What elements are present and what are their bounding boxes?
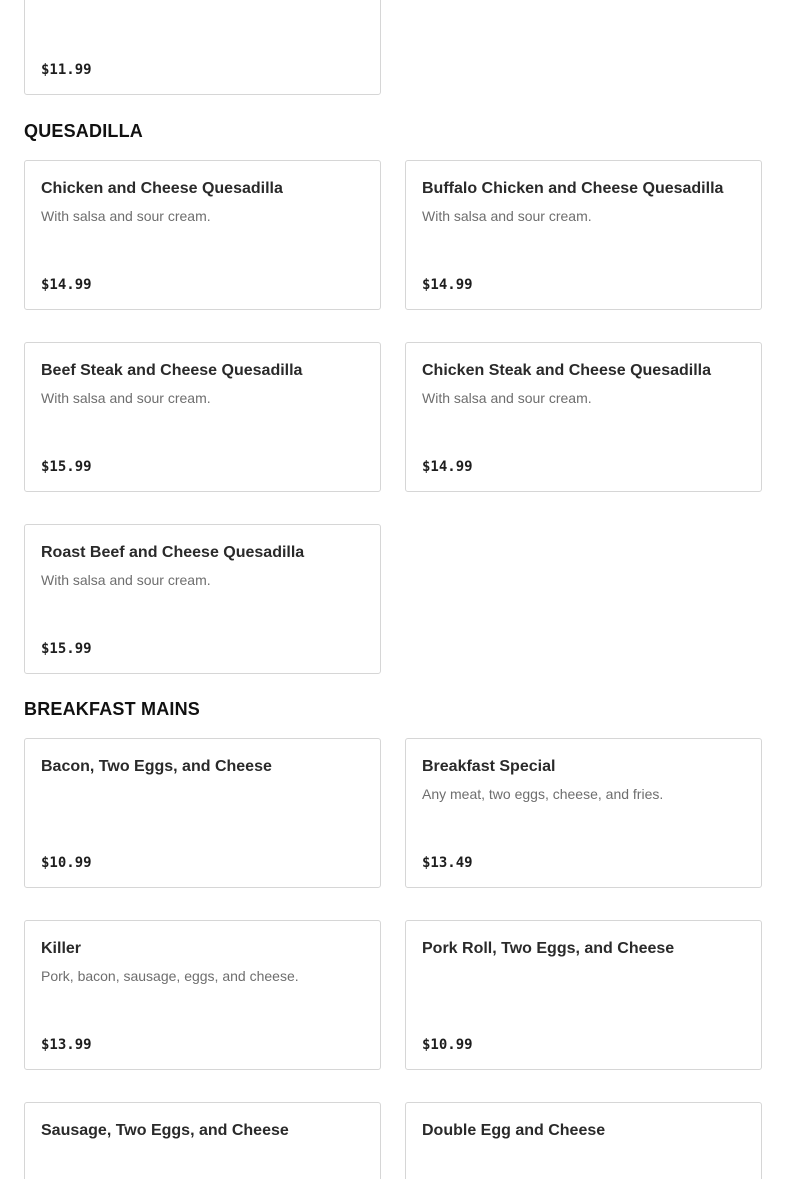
- menu-item-card[interactable]: [24, 160, 381, 310]
- item-name: Chicken Steak and Cheese Quesadilla: [422, 362, 712, 379]
- item-name: Beef Steak and Cheese Quesadilla: [41, 362, 303, 379]
- item-name: Killer: [41, 940, 82, 957]
- item-price: $14.99: [41, 277, 92, 293]
- item-name: Bacon, Two Eggs, and Cheese: [41, 758, 272, 775]
- item-name: Breakfast Special: [422, 758, 556, 775]
- item-name: Double Egg and Cheese: [422, 1122, 606, 1139]
- section-title-quesadilla: QUESADILLA: [24, 121, 143, 141]
- menu-item-card[interactable]: [24, 1102, 381, 1179]
- item-price: $11.99: [41, 62, 92, 78]
- menu-item-card[interactable]: [24, 0, 381, 95]
- item-description: Pork, bacon, sausage, eggs, and cheese.: [41, 968, 299, 984]
- item-price: $14.99: [422, 277, 473, 293]
- item-price: $13.49: [422, 855, 473, 871]
- item-price: $14.99: [422, 459, 473, 475]
- item-description: With salsa and sour cream.: [41, 390, 211, 406]
- item-price: $15.99: [41, 459, 92, 475]
- item-name: Pork Roll, Two Eggs, and Cheese: [422, 940, 675, 957]
- menu-item-card[interactable]: [405, 1102, 762, 1179]
- item-name: Buffalo Chicken and Cheese Quesadilla: [422, 180, 724, 197]
- menu-item-card[interactable]: [24, 738, 381, 888]
- menu-item-card[interactable]: [405, 738, 762, 888]
- menu-item-card[interactable]: [405, 920, 762, 1070]
- item-name: Sausage, Two Eggs, and Cheese: [41, 1122, 289, 1139]
- menu-item-card[interactable]: [24, 342, 381, 492]
- section-title-breakfast-mains: BREAKFAST MAINS: [24, 699, 201, 719]
- item-price: $10.99: [41, 855, 92, 871]
- item-name: Roast Beef and Cheese Quesadilla: [41, 544, 305, 561]
- menu-item-card[interactable]: [24, 920, 381, 1070]
- item-price: $15.99: [41, 641, 92, 657]
- menu-item-card[interactable]: [405, 160, 762, 310]
- item-description: With salsa and sour cream.: [41, 572, 211, 588]
- item-price: $10.99: [422, 1037, 473, 1053]
- item-name: Chicken and Cheese Quesadilla: [41, 180, 283, 197]
- item-description: With salsa and sour cream.: [422, 208, 592, 224]
- item-description: With salsa and sour cream.: [41, 208, 211, 224]
- item-price: $13.99: [41, 1037, 92, 1053]
- item-description: Any meat, two eggs, cheese, and fries.: [422, 786, 664, 802]
- item-description: With salsa and sour cream.: [422, 390, 592, 406]
- menu-item-card[interactable]: [405, 342, 762, 492]
- menu-item-card[interactable]: [24, 524, 381, 674]
